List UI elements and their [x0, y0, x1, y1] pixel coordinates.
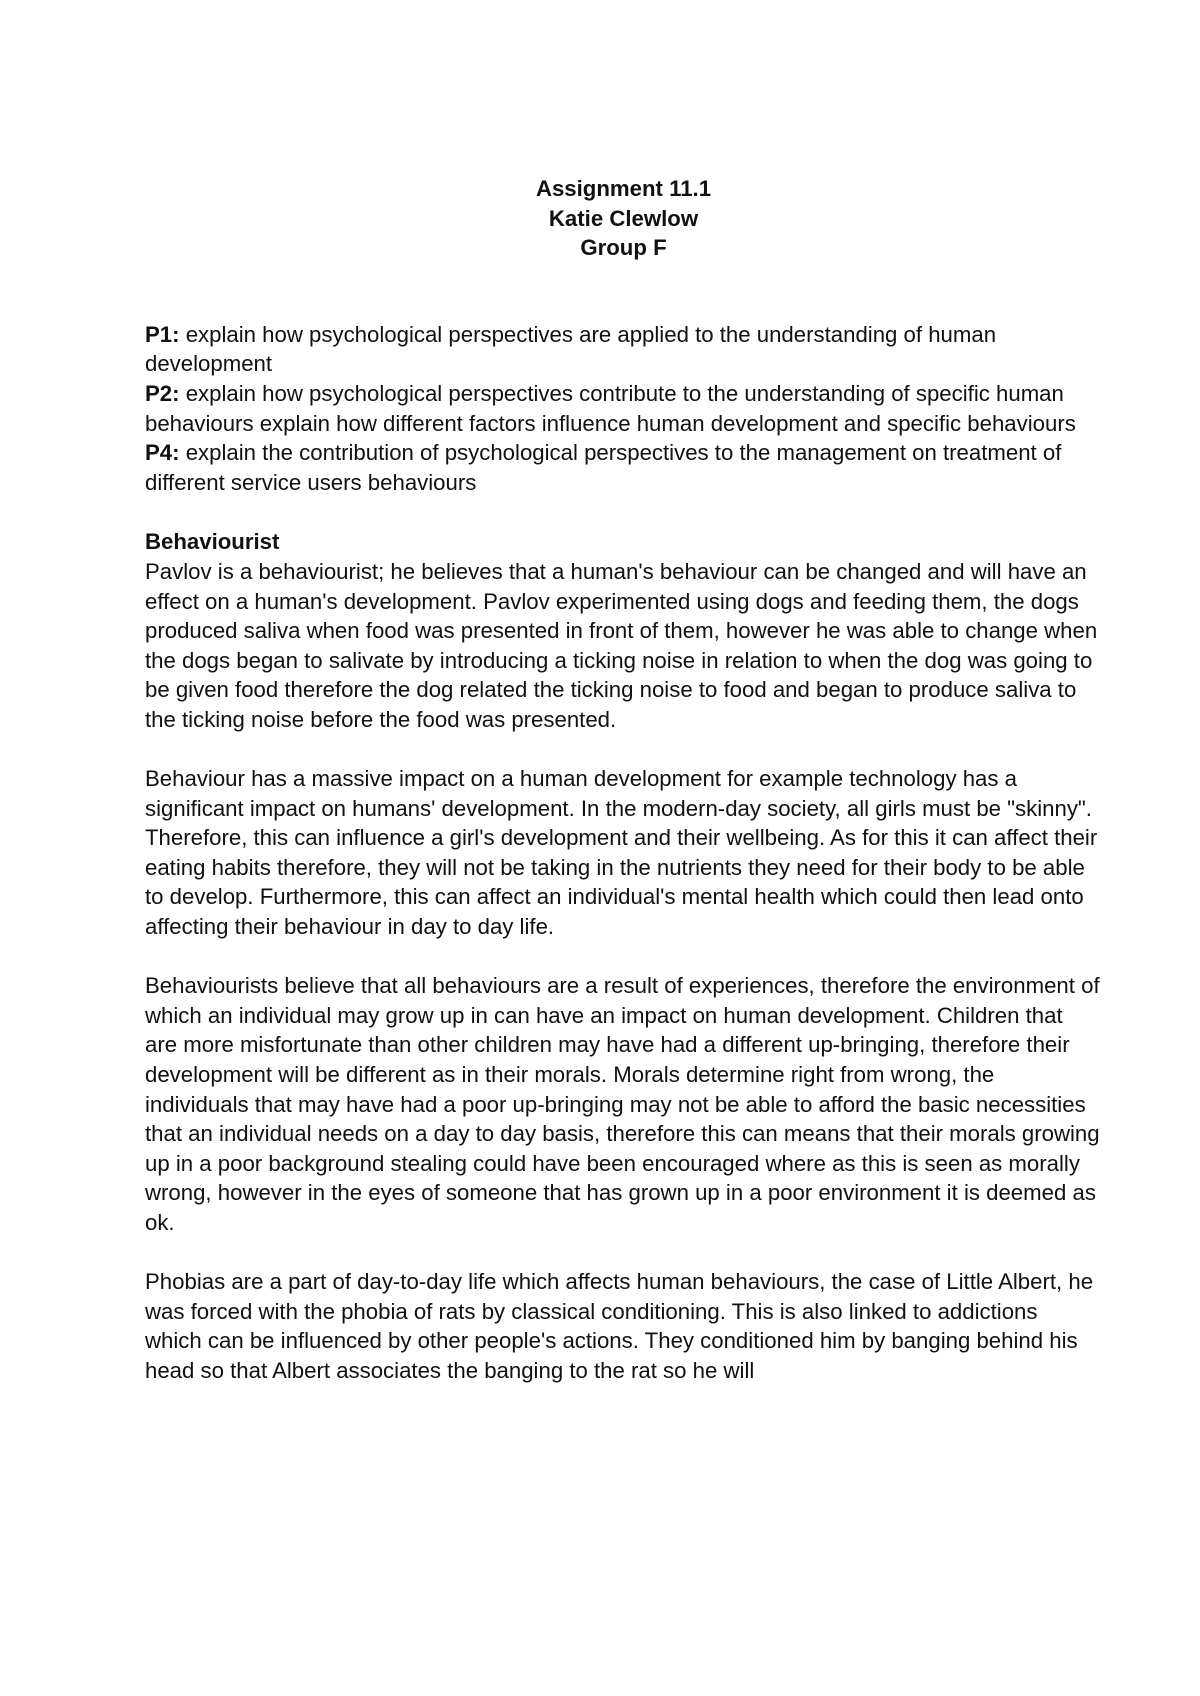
criterion-label: P1: [145, 321, 180, 347]
criterion-text: explain how psychological perspectives contribute to the understanding of specific human behaviours explain how different factors influence human development and specific behaviours [145, 380, 1076, 436]
section-heading: Behaviourist [145, 529, 280, 555]
criteria-list [145, 320, 1100, 498]
criterion-p1 [145, 320, 1100, 379]
behaviourist-section [145, 527, 1100, 1385]
criterion-label: P2: [145, 380, 180, 406]
criterion-p2 [145, 379, 1100, 438]
paragraph: Pavlov is a behaviourist; he believes that a human's behaviour can be changed and will have an effect on a human's development. Pavlov experimented using dogs and feeding them, the dogs produced saliva when food was presented in front of them, however he was able to change when the dogs began to salivate by introducing a ticking noise in relation to when the dog was going to be given food therefore the dog related the ticking noise to food and began to produce saliva to the ticking noise before the food was presented. [145, 558, 1098, 732]
paragraph: Behaviourists believe that all behaviours are a result of experiences, therefore the environment of which an individual may grow up in can have an impact on human development. Children that are more misfortunate than other children may have had a different up-bringing, therefore their development will be different as in their morals. Morals determine right from wrong, the individuals that may have had a poor up-bringing may not be able to afford the basic necessities that an individual needs on a day to day basis, therefore this can means that their morals growing up in a poor background stealing could have been encouraged where as this is seen as morally wrong, however in the eyes of someone that has grown up in a poor environment it is deemed as ok. [145, 973, 1100, 1235]
criterion-text: explain the contribution of psychological perspectives to the management on treatment of different service users behaviours [145, 440, 1062, 495]
document-body [145, 174, 1100, 1386]
document-header [145, 174, 1100, 263]
paragraph: Phobias are a part of day-to-day life which affects human behaviours, the case of Little Albert, he was forced with the phobia of rats by classical conditioning. This is also linked to addictions which can be influenced by other people's actions. They conditioned him by banging behind his head so that Albert associates the banging to the rat so he will [145, 1269, 1094, 1383]
author-name: Katie Clewlow [548, 205, 699, 231]
criterion-label: P4: [145, 440, 180, 466]
criterion-text: explain how psychological perspectives are applied to the understanding of human development [145, 321, 997, 377]
assignment-title: Assignment 11.1 [535, 176, 712, 201]
criterion-p4 [145, 438, 1100, 497]
paragraph: Behaviour has a massive impact on a human development for example technology has a significant impact on humans' development. In the modern-day society, all girls must be "skinny". Therefore, this can influence a girl's development and their wellbeing. As for this it can affect their eating habits therefore, they will not be taking in the nutrients they need for their body to be able to develop. Furthermore, this can affect an individual's mental health which could then lead onto affecting their behaviour in day to day life. [145, 766, 1098, 940]
group-name: Group F [580, 235, 667, 261]
